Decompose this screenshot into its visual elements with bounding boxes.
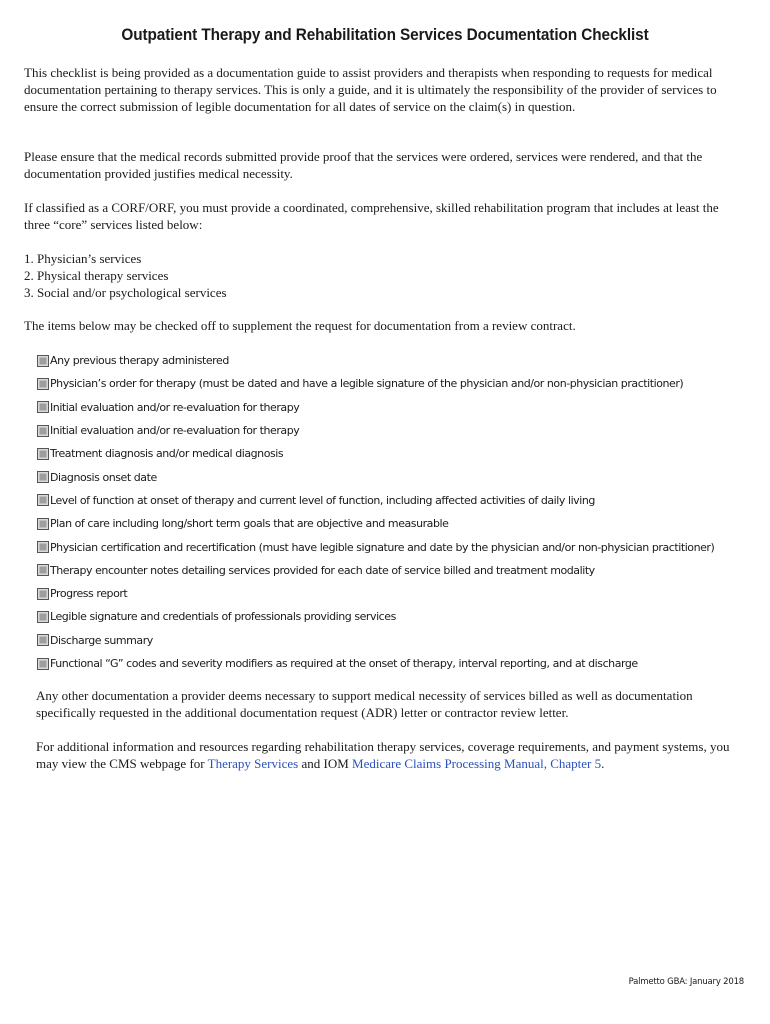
checklist-item-label: Any previous therapy administered (50, 354, 229, 368)
core-services-list (24, 250, 227, 301)
therapy-services-link[interactable]: Therapy Services (207, 756, 299, 771)
checklist-item-label: Plan of care including long/short term goals that are objective and measurable (50, 517, 449, 531)
items-intro-paragraph: The items below may be checked off to supplement the request for documentation from a review contract. (24, 318, 576, 333)
checklist-item-label: Level of function at onset of therapy and current level of function, including affected activities of daily living (50, 493, 595, 507)
checklist-item (37, 419, 714, 442)
checklist-item-label: Treatment diagnosis and/or medical diagnosis (50, 447, 284, 461)
resources-text: . (601, 756, 605, 771)
resources-paragraph (36, 738, 748, 772)
checkbox[interactable] (37, 611, 49, 623)
checklist-item-label: Legible signature and credentials of professionals providing services (50, 610, 396, 624)
checklist-item (37, 372, 714, 395)
checklist-item (37, 489, 714, 512)
checklist-item (37, 442, 714, 465)
checkbox[interactable] (37, 634, 49, 646)
checklist-item (37, 605, 714, 628)
checklist-item (37, 652, 714, 675)
checklist-item-label: Discharge summary (50, 633, 153, 647)
checkbox[interactable] (37, 355, 49, 367)
checklist-item (37, 629, 714, 652)
checklist-item-label: Progress report (50, 587, 128, 601)
checkbox[interactable] (37, 378, 49, 390)
checklist-item (37, 535, 714, 558)
core-service-item: 1. Physician’s services (24, 251, 142, 266)
checkbox[interactable] (37, 564, 49, 576)
footer-note: Palmetto GBA: January 2018 (628, 977, 744, 987)
checklist-item-label: Functional “G” codes and severity modifiers as required at the onset of therapy, interval reporting, and at discharge (50, 657, 638, 670)
checklist-item (37, 349, 714, 372)
core-service-item: 2. Physical therapy services (24, 268, 169, 283)
intro-paragraph: This checklist is being provided as a documentation guide to assist providers and therapists when responding to requests for medical documentation pertaining to therapy services. This is only a guide, and it is ultimately the responsibility of the provider of services to ensure the correct submission of legible documentation for all dates of service on the claim(s) in question. (24, 65, 717, 114)
checkbox[interactable] (37, 588, 49, 600)
checkbox[interactable] (37, 401, 49, 413)
checklist-item (37, 512, 714, 535)
checkbox[interactable] (37, 425, 49, 437)
other-docs-paragraph: Any other documentation a provider deems necessary to support medical necessity of services billed as well as documentation specifically requested in the additional documentation request (ADR) letter or contractor review letter. (36, 688, 693, 720)
checklist-item-label: Physician’s order for therapy (must be dated and have a legible signature of the physician and/or non-physician practitioner) (50, 377, 684, 391)
checkbox[interactable] (37, 518, 49, 530)
resources-text: For additional information and resources regarding rehabilitation therapy services, coverage requirements, and payment systems, you may view the CMS webpage for (36, 739, 730, 771)
checklist-item (37, 582, 714, 605)
checklist-item (37, 559, 714, 582)
checklist-item-label: Therapy encounter notes detailing services provided for each date of service billed and treatment modality (50, 563, 595, 577)
checkbox[interactable] (37, 494, 49, 506)
corf-paragraph: If classified as a CORF/ORF, you must provide a coordinated, comprehensive, skilled rehabilitation program that includes at least the three “core” services listed below: (24, 200, 719, 232)
documentation-checklist (37, 349, 714, 675)
resources-text: and IOM (298, 756, 353, 771)
checklist-item-label: Diagnosis onset date (50, 470, 157, 484)
claims-manual-link[interactable]: Medicare Claims Processing Manual, Chapter 5 (352, 756, 602, 771)
checkbox[interactable] (37, 448, 49, 460)
checklist-item (37, 465, 714, 488)
checklist-item-label: Physician certification and recertification (must have legible signature and date by the physician and/or non-physician practitioner) (50, 540, 715, 554)
checkbox[interactable] (37, 658, 49, 670)
checklist-item (37, 396, 714, 419)
page-title: Outpatient Therapy and Rehabilitation Services Documentation Checklist (121, 26, 649, 44)
core-service-item: 3. Social and/or psychological services (24, 285, 227, 300)
ensure-paragraph: Please ensure that the medical records submitted provide proof that the services were ordered, services were rendered, and that the documentation provided justifies medical necessity. (24, 149, 703, 181)
checkbox[interactable] (37, 471, 49, 483)
checklist-item-label: Initial evaluation and/or re-evaluation for therapy (50, 400, 300, 414)
checkbox[interactable] (37, 541, 49, 553)
checklist-item-label: Initial evaluation and/or re-evaluation for therapy (50, 424, 300, 438)
